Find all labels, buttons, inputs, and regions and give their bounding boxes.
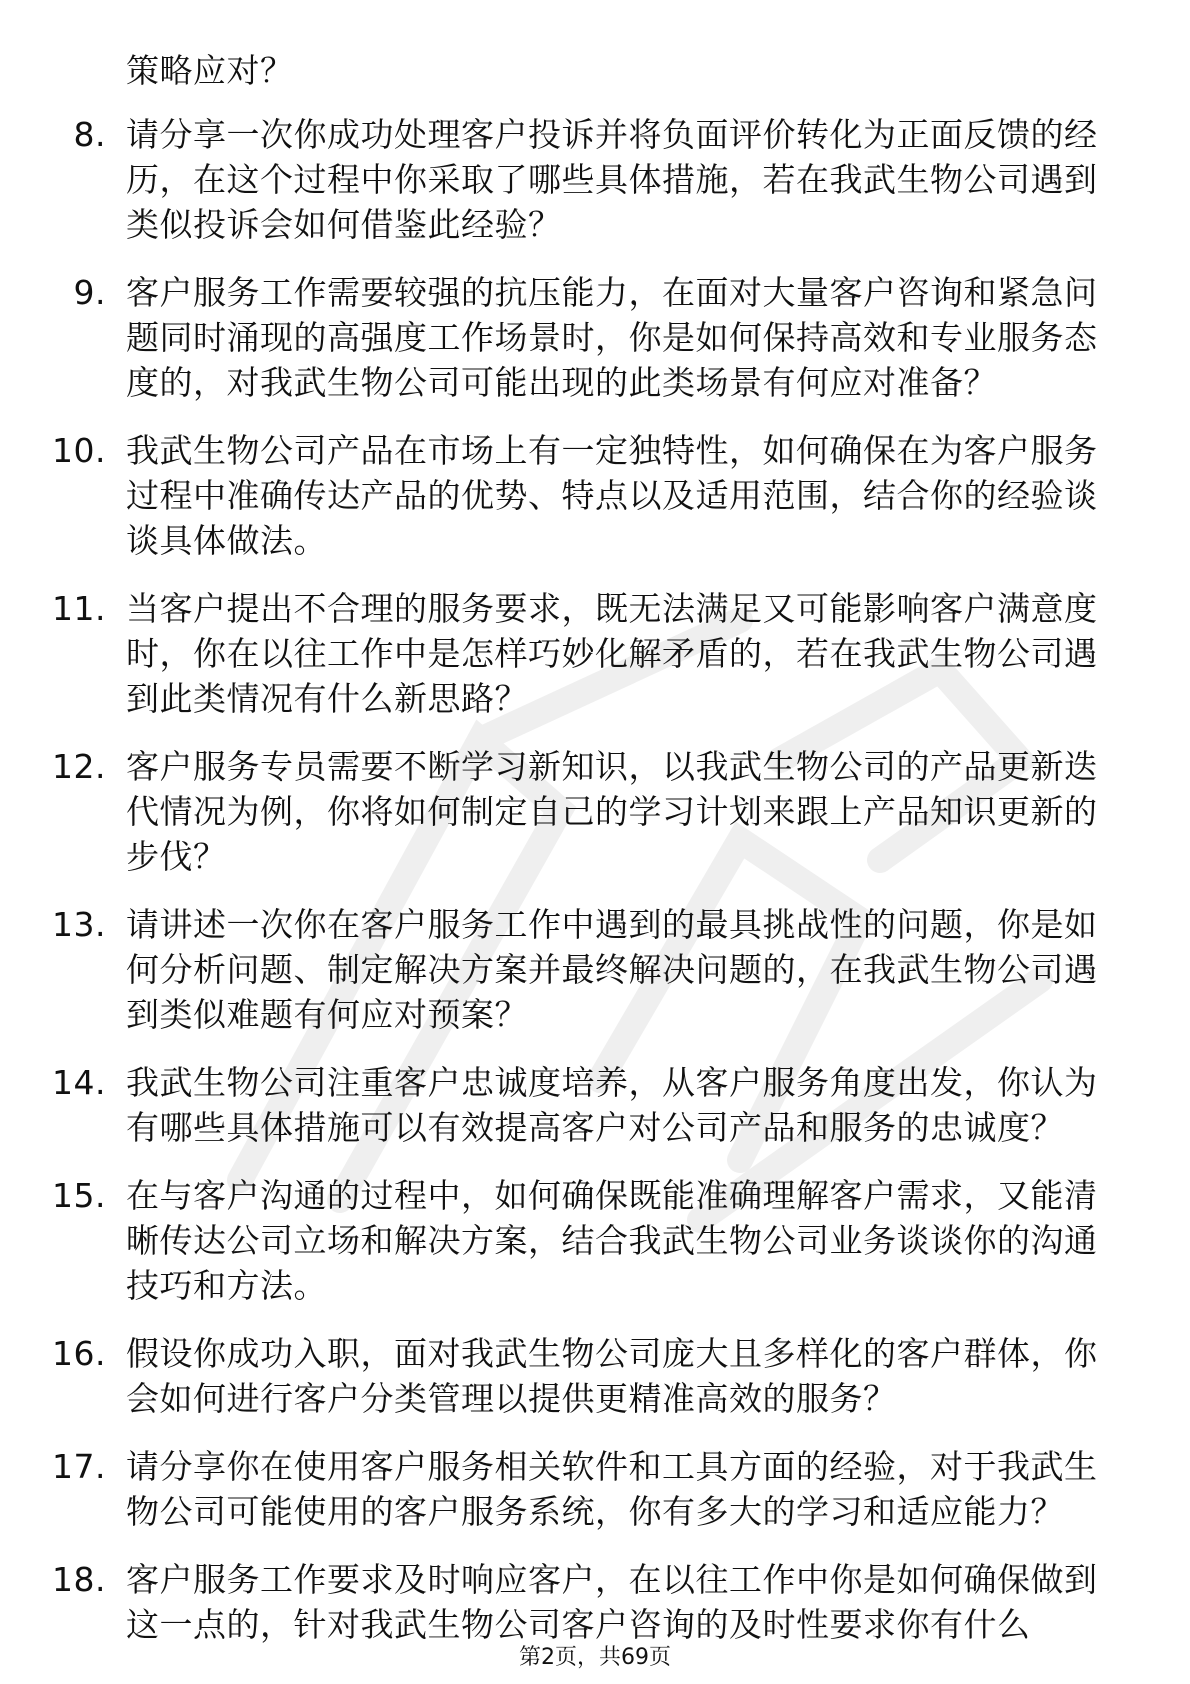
question-text: 请讲述一次你在客户服务工作中遇到的最具挑战性的问题，你是如何分析问题、制定解决方案并最终解决问题的，在我武生物公司遇到类似难题有何应对预案？ [126, 905, 1098, 1034]
question-number: 16. [52, 1334, 106, 1373]
question-number: 14. [52, 1063, 106, 1102]
question-number: 15. [52, 1176, 106, 1215]
question-item [0, 1331, 1190, 1421]
question-number: 8. [73, 115, 106, 154]
question-number: 18. [52, 1560, 106, 1599]
question-text: 客户服务工作需要较强的抗压能力，在面对大量客户咨询和紧急问题同时涌现的高强度工作场景时，你是如何保持高效和专业服务态度的，对我武生物公司可能出现的此类场景有何应对准备？ [126, 273, 1098, 402]
question-list [0, 112, 1190, 1670]
question-number: 9. [73, 273, 106, 312]
question-item [0, 902, 1190, 1037]
question-number: 12. [52, 747, 106, 786]
question-item [0, 1173, 1190, 1308]
question-item [0, 1444, 1190, 1534]
question-text: 在与客户沟通的过程中，如何确保既能准确理解客户需求，又能清晰传达公司立场和解决方案，结合我武生物公司业务谈谈你的沟通技巧和方法。 [126, 1176, 1098, 1305]
question-text: 请分享你在使用客户服务相关软件和工具方面的经验，对于我武生物公司可能使用的客户服务系统，你有多大的学习和适应能力？ [126, 1447, 1098, 1531]
question-item [0, 586, 1190, 721]
question-text: 假设你成功入职，面对我武生物公司庞大且多样化的客户群体，你会如何进行客户分类管理以提供更精准高效的服务？ [126, 1334, 1098, 1418]
question-item [0, 112, 1190, 247]
question-text: 当客户提出不合理的服务要求，既无法满足又可能影响客户满意度时，你在以往工作中是怎样巧妙化解矛盾的，若在我武生物公司遇到此类情况有什么新思路？ [126, 589, 1098, 718]
question-item [0, 428, 1190, 563]
question-text: 我武生物公司产品在市场上有一定独特性，如何确保在为客户服务过程中准确传达产品的优势、特点以及适用范围，结合你的经验谈谈具体做法。 [126, 431, 1098, 560]
question-item [0, 1060, 1190, 1150]
question-number: 13. [52, 905, 106, 944]
question-number: 11. [52, 589, 106, 628]
question-text: 客户服务专员需要不断学习新知识，以我武生物公司的产品更新迭代情况为例，你将如何制定自己的学习计划来跟上产品知识更新的步伐？ [126, 747, 1098, 876]
question-item [0, 270, 1190, 405]
question-text: 我武生物公司注重客户忠诚度培养，从客户服务角度出发，你认为有哪些具体措施可以有效提高客户对公司产品和服务的忠诚度？ [126, 1063, 1098, 1147]
continued-question-fragment: 策略应对？ [126, 51, 294, 90]
page-number-footer: 第2页，共69页 [519, 1645, 671, 1670]
question-item [0, 1557, 1190, 1647]
question-text: 请分享一次你成功处理客户投诉并将负面评价转化为正面反馈的经历，在这个过程中你采取了哪些具体措施，若在我武生物公司遇到类似投诉会如何借鉴此经验？ [126, 115, 1098, 244]
question-number: 10. [52, 431, 106, 470]
question-number: 17. [52, 1447, 106, 1486]
question-text: 客户服务工作要求及时响应客户，在以往工作中你是如何确保做到这一点的，针对我武生物公司客户咨询的及时性要求你有什么 [126, 1560, 1098, 1644]
question-item [0, 744, 1190, 879]
